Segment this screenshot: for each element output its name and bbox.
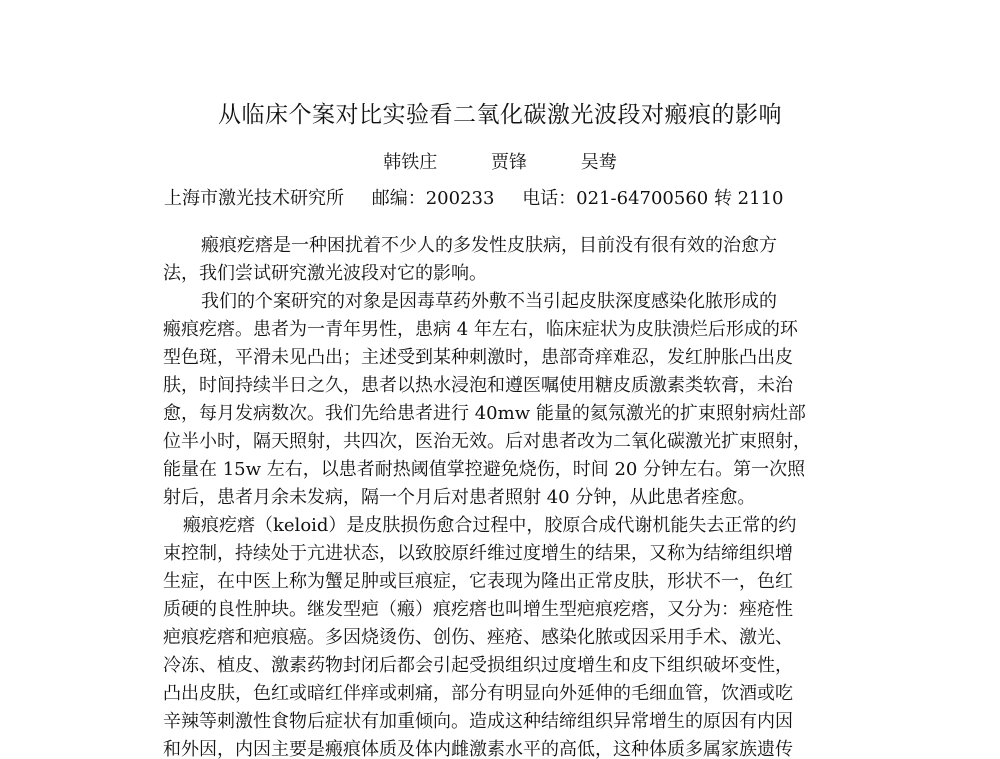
paragraph-keloid <box>163 512 855 759</box>
text-line: 位半小时，隔天照射，共四次，医治无效。后对患者改为二氧化碳激光扩束照射， <box>163 431 811 452</box>
paragraph-case-study <box>163 288 855 512</box>
text-line: 型色斑，平滑未见凸出；主述受到某种刺激时，患部奇痒难忍，发红肿胀凸出皮 <box>163 347 793 368</box>
text-line: 瘢痕疙瘩（keloid）是皮肤损伤愈合过程中，胶原合成代谢机能失去正常的约 <box>183 515 797 536</box>
affiliation-line <box>164 184 806 210</box>
text-line: 射后，患者月余未发病，隔一个月后对患者照射 40 分钟，从此患者痊愈。 <box>163 487 756 508</box>
text-line: 瘢痕疙瘩是一种困扰着不少人的多发性皮肤病，目前没有很有效的治愈方 <box>201 235 777 256</box>
author-list <box>0 148 1000 174</box>
text-line: 法，我们尝试研究激光波段对它的影响。 <box>163 263 487 284</box>
text-line: 束控制，持续处于亢进状态，以致胶原纤维过度增生的结果，又称为结缔组织增 <box>163 543 793 564</box>
text-line: 生症，在中医上称为蟹足肿或巨痕症，它表现为隆出正常皮肤，形状不一，色红 <box>163 571 793 592</box>
text-line: 疤痕疙瘩和疤痕癌。多因烧烫伤、创伤、痤疮、感染化脓或因采用手术、激光、 <box>163 627 793 648</box>
text-line: 我们的个案研究的对象是因毒草药外敷不当引起皮肤深度感染化脓形成的 <box>201 291 777 312</box>
text-line: 质硬的良性肿块。继发型疤（瘢）痕疙瘩也叫增生型疤痕疙瘩，又分为：痤疮性 <box>163 599 793 620</box>
paper-title: 从临床个案对比实验看二氧化碳激光波段对瘢痕的影响 <box>218 102 782 128</box>
affiliation-postcode: 邮编：200233 <box>371 188 495 209</box>
text-line: 愈，每月发病数次。我们先给患者进行 40mw 能量的氦氖激光的扩束照射病灶部 <box>163 403 806 424</box>
text-line: 冷冻、植皮、激素药物封闭后都会引起受损组织过度增生和皮下组织破坏变性， <box>163 655 793 676</box>
author-name: 贾锋 <box>491 152 527 173</box>
text-line: 肤，时间持续半日之久，患者以热水浸泡和遵医嘱使用糖皮质激素类软膏，未治 <box>163 375 793 396</box>
affiliation-phone: 电话：021-64700560 转 2110 <box>522 188 784 209</box>
body-text <box>163 232 855 759</box>
affiliation-institute: 上海市激光技术研究所 <box>164 188 344 209</box>
text-line: 能量在 15w 左右，以患者耐热阈值掌控避免烧伤，时间 20 分钟左右。第一次照 <box>163 459 806 480</box>
author-name: 吴鸯 <box>580 152 617 173</box>
text-line: 和外因，内因主要是瘢痕体质及体内雌激素水平的高低，这种体质多属家族遗传 <box>163 739 793 759</box>
author-name: 韩铁庄 <box>383 152 438 173</box>
text-line: 瘢痕疙瘩。患者为一青年男性，患病 4 年左右，临床症状为皮肤溃烂后形成的环 <box>163 319 798 340</box>
text-line: 辛辣等刺激性食物后症状有加重倾向。造成这种结缔组织异常增生的原因有内因 <box>163 711 793 732</box>
text-line: 凸出皮肤，色红或暗红伴痒或刺痛，部分有明显向外延伸的毛细血管，饮酒或吃 <box>163 683 793 704</box>
paragraph-intro <box>163 232 855 288</box>
